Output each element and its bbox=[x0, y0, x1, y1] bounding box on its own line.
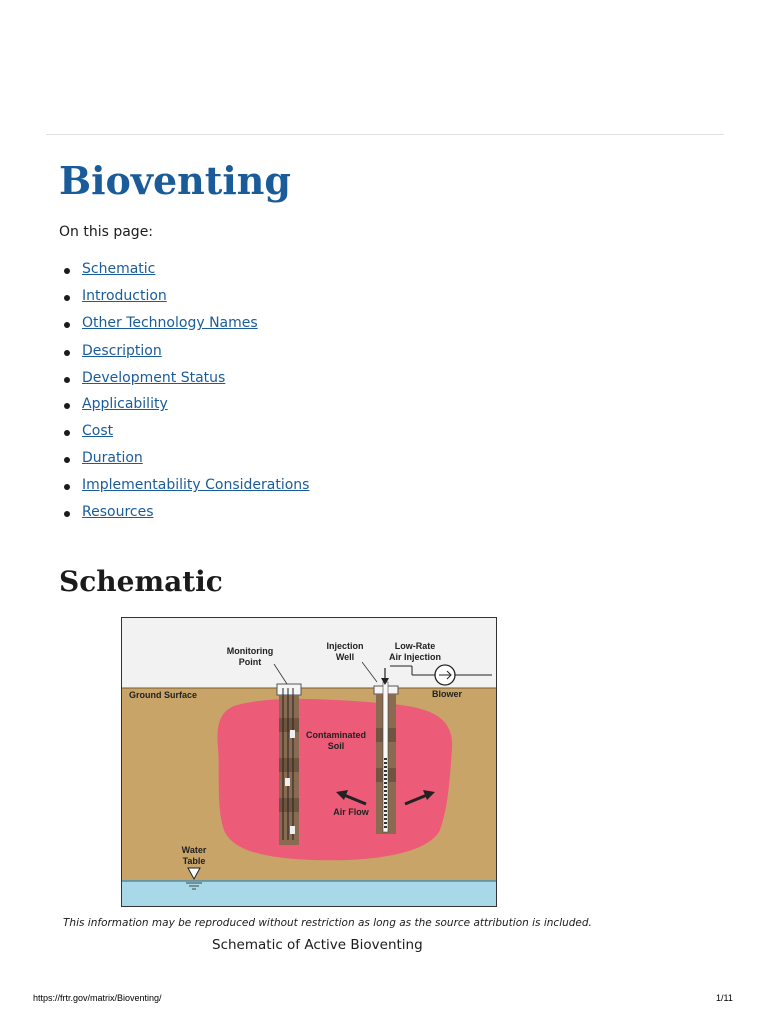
bullet-icon bbox=[64, 457, 70, 463]
schematic-diagram bbox=[122, 618, 496, 906]
bullet-icon bbox=[64, 484, 70, 490]
air-flow-label: Air Flow bbox=[333, 807, 369, 817]
bullet-icon bbox=[64, 322, 70, 328]
toc-link-description[interactable]: Description bbox=[82, 343, 162, 359]
low-rate-label-line1: Low-Rate bbox=[394, 641, 436, 651]
on-this-page-label: On this page: bbox=[59, 224, 154, 240]
bioventing-schematic-figure bbox=[121, 617, 497, 907]
bullet-icon bbox=[64, 430, 70, 436]
injection-well-label-line2: Well bbox=[335, 652, 355, 662]
footer-url: https://frtr.gov/matrix/Bioventing/ bbox=[33, 993, 162, 1003]
bullet-icon bbox=[64, 350, 70, 356]
figure-caption: Schematic of Active Bioventing bbox=[212, 937, 423, 953]
monitoring-point-label-line2: Point bbox=[238, 657, 262, 667]
toc-link-resources[interactable]: Resources bbox=[82, 504, 154, 520]
monitoring-point-label-line1: Monitoring bbox=[226, 646, 274, 656]
footer-page-number: 1/11 bbox=[716, 993, 733, 1003]
blower-label: Blower bbox=[431, 689, 463, 699]
water-table-label-line1: Water bbox=[181, 845, 207, 855]
toc-link-introduction[interactable]: Introduction bbox=[82, 288, 167, 304]
contaminated-soil-label-line2: Soil bbox=[327, 741, 345, 751]
low-rate-label-line2: Air Injection bbox=[388, 652, 442, 662]
monitoring-point bbox=[277, 684, 301, 845]
ground-surface-label: Ground Surface bbox=[129, 690, 198, 700]
reproduction-note: This information may be reproduced without restriction as long as the source attribution is included. bbox=[63, 917, 592, 929]
bullet-icon bbox=[64, 403, 70, 409]
toc-link-development-status[interactable]: Development Status bbox=[82, 370, 226, 386]
contaminated-soil-zone bbox=[218, 699, 453, 860]
bullet-icon bbox=[64, 268, 70, 274]
toc-link-applicability[interactable]: Applicability bbox=[82, 396, 168, 412]
groundwater-layer bbox=[122, 881, 496, 906]
water-table-label-line2: Table bbox=[182, 856, 206, 866]
toc-link-duration[interactable]: Duration bbox=[82, 450, 143, 466]
bullet-icon bbox=[64, 295, 70, 301]
injection-well bbox=[374, 682, 398, 834]
bullet-icon bbox=[64, 377, 70, 383]
toc-link-cost[interactable]: Cost bbox=[82, 423, 114, 439]
toc-link-implementability-considerations[interactable]: Implementability Considerations bbox=[82, 477, 310, 493]
bullet-icon bbox=[64, 511, 70, 517]
toc-link-other-technology-names[interactable]: Other Technology Names bbox=[82, 315, 258, 331]
contaminated-soil-label-line1: Contaminated bbox=[305, 730, 367, 740]
header-divider bbox=[46, 134, 724, 135]
page-title: Bioventing bbox=[59, 158, 291, 203]
schematic-heading: Schematic bbox=[59, 565, 223, 598]
injection-well-label-line1: Injection bbox=[326, 641, 364, 651]
toc-link-schematic[interactable]: Schematic bbox=[82, 261, 156, 277]
